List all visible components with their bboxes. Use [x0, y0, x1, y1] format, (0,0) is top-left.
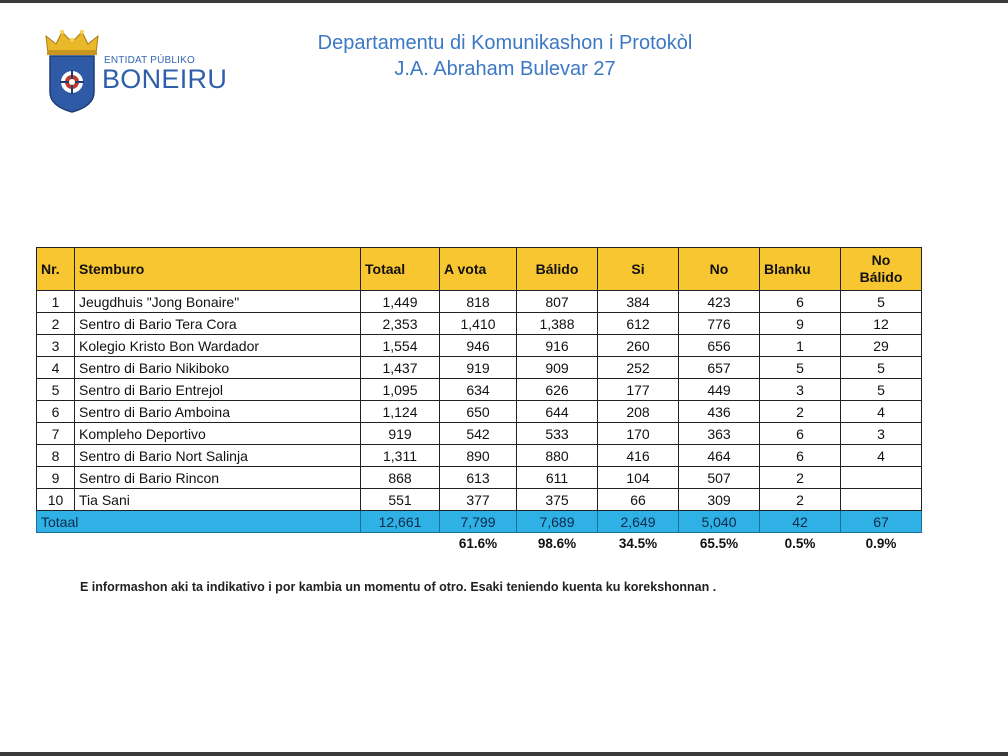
cell-no-balido — [841, 489, 922, 511]
header-row — [37, 248, 922, 291]
cell-no: 657 — [679, 357, 760, 379]
cell-totaal: 551 — [361, 489, 440, 511]
cell-blanku: 5 — [760, 357, 841, 379]
table-row — [37, 291, 922, 313]
cell-blanku: 2 — [760, 489, 841, 511]
total-no-balido: 67 — [841, 511, 922, 533]
pct-no: 65.5% — [699, 536, 739, 551]
crown-icon — [44, 28, 100, 56]
cell-no: 436 — [679, 401, 760, 423]
cell-balido: 909 — [517, 357, 598, 379]
boneiru-logo — [40, 26, 240, 118]
cell-nr: 6 — [37, 401, 75, 423]
cell-blanku: 6 — [760, 291, 841, 313]
cell-a-vota: 818 — [440, 291, 517, 313]
cell-nr: 7 — [37, 423, 75, 445]
disclaimer-note: E informashon aki ta indikativo i por kambia un momentu of otro. Esaki teniendo kuenta ku korekshonnan . — [80, 580, 717, 594]
col-no-balido — [841, 248, 922, 291]
col-totaal: Totaal — [361, 248, 440, 291]
cell-totaal: 1,124 — [361, 401, 440, 423]
table-row — [37, 335, 922, 357]
total-totaal: 12,661 — [361, 511, 440, 533]
cell-si: 612 — [598, 313, 679, 335]
cell-no-balido: 5 — [841, 379, 922, 401]
cell-nr: 1 — [37, 291, 75, 313]
cell-no-balido: 3 — [841, 423, 922, 445]
boneiru-wordmark: BONEIRU — [102, 64, 228, 94]
department-title: Departamentu di Komunikashon i Protokòl — [317, 32, 693, 54]
cell-balido: 626 — [517, 379, 598, 401]
coat-of-arms-icon — [48, 54, 96, 114]
col-no: No — [679, 248, 760, 291]
cell-si: 208 — [598, 401, 679, 423]
cell-balido: 807 — [517, 291, 598, 313]
top-border — [0, 0, 1008, 3]
cell-no: 464 — [679, 445, 760, 467]
cell-balido: 611 — [517, 467, 598, 489]
cell-nr: 9 — [37, 467, 75, 489]
cell-no-balido: 12 — [841, 313, 922, 335]
cell-si: 416 — [598, 445, 679, 467]
col-balido: Bálido — [517, 248, 598, 291]
cell-stemburo: Kompleho Deportivo — [75, 423, 361, 445]
cell-stemburo: Sentro di Bario Entrejol — [75, 379, 361, 401]
cell-no-balido: 4 — [841, 401, 922, 423]
cell-no-balido: 29 — [841, 335, 922, 357]
cell-stemburo: Sentro di Bario Nikiboko — [75, 357, 361, 379]
cell-a-vota: 919 — [440, 357, 517, 379]
cell-totaal: 1,437 — [361, 357, 440, 379]
cell-a-vota: 946 — [440, 335, 517, 357]
cell-nr: 2 — [37, 313, 75, 335]
cell-no-balido: 5 — [841, 357, 922, 379]
col-stemburo: Stemburo — [75, 248, 361, 291]
percentage-row — [37, 533, 922, 556]
cell-si: 260 — [598, 335, 679, 357]
cell-stemburo: Sentro di Bario Amboina — [75, 401, 361, 423]
cell-si: 252 — [598, 357, 679, 379]
table-row — [37, 357, 922, 379]
cell-balido: 1,388 — [517, 313, 598, 335]
cell-si: 384 — [598, 291, 679, 313]
cell-si: 170 — [598, 423, 679, 445]
table-row — [37, 489, 922, 511]
cell-no: 363 — [679, 423, 760, 445]
cell-a-vota: 613 — [440, 467, 517, 489]
table-row — [37, 445, 922, 467]
cell-no-balido: 5 — [841, 291, 922, 313]
table-row — [37, 379, 922, 401]
cell-blanku: 3 — [760, 379, 841, 401]
total-balido: 7,689 — [517, 511, 598, 533]
cell-totaal: 1,554 — [361, 335, 440, 357]
cell-nr: 8 — [37, 445, 75, 467]
cell-balido: 375 — [517, 489, 598, 511]
cell-blanku: 2 — [760, 401, 841, 423]
pct-spacer — [37, 533, 440, 556]
pct-no-balido: 0.9% — [865, 536, 897, 551]
cell-stemburo: Sentro di Bario Rincon — [75, 467, 361, 489]
cell-balido: 533 — [517, 423, 598, 445]
cell-stemburo: Sentro di Bario Tera Cora — [75, 313, 361, 335]
cell-si: 177 — [598, 379, 679, 401]
cell-blanku: 9 — [760, 313, 841, 335]
cell-no-balido — [841, 467, 922, 489]
cell-nr: 10 — [37, 489, 75, 511]
address-line: J.A. Abraham Bulevar 27 — [394, 58, 616, 80]
cell-blanku: 6 — [760, 423, 841, 445]
cell-totaal: 1,095 — [361, 379, 440, 401]
cell-si: 66 — [598, 489, 679, 511]
cell-no-balido: 4 — [841, 445, 922, 467]
total-blanku: 42 — [760, 511, 841, 533]
cell-totaal: 1,311 — [361, 445, 440, 467]
pct-balido: 98.6% — [537, 536, 577, 551]
cell-stemburo: Jeugdhuis "Jong Bonaire" — [75, 291, 361, 313]
cell-a-vota: 634 — [440, 379, 517, 401]
col-a-vota: A vota — [440, 248, 517, 291]
cell-balido: 916 — [517, 335, 598, 357]
total-no: 5,040 — [679, 511, 760, 533]
table-row — [37, 467, 922, 489]
pct-blanku: 0.5% — [784, 536, 816, 551]
total-a-vota: 7,799 — [440, 511, 517, 533]
cell-a-vota: 1,410 — [440, 313, 517, 335]
cell-totaal: 1,449 — [361, 291, 440, 313]
cell-a-vota: 377 — [440, 489, 517, 511]
cell-totaal: 919 — [361, 423, 440, 445]
pct-si: 34.5% — [618, 536, 658, 551]
col-no-balido-line2: Bálido — [859, 269, 903, 285]
cell-blanku: 2 — [760, 467, 841, 489]
table-row — [37, 423, 922, 445]
cell-nr: 5 — [37, 379, 75, 401]
cell-si: 104 — [598, 467, 679, 489]
table-row — [37, 401, 922, 423]
cell-blanku: 6 — [760, 445, 841, 467]
cell-nr: 4 — [37, 357, 75, 379]
col-no-balido-line1: No — [871, 252, 891, 268]
cell-no: 507 — [679, 467, 760, 489]
cell-balido: 880 — [517, 445, 598, 467]
cell-stemburo: Tia Sani — [75, 489, 361, 511]
cell-no: 656 — [679, 335, 760, 357]
cell-a-vota: 650 — [440, 401, 517, 423]
total-label: Totaal — [37, 511, 361, 533]
cell-no: 309 — [679, 489, 760, 511]
cell-no: 776 — [679, 313, 760, 335]
cell-a-vota: 542 — [440, 423, 517, 445]
total-row — [37, 511, 922, 533]
cell-totaal: 2,353 — [361, 313, 440, 335]
bottom-border — [0, 752, 1008, 756]
cell-no: 449 — [679, 379, 760, 401]
cell-stemburo: Sentro di Bario Nort Salinja — [75, 445, 361, 467]
total-si: 2,649 — [598, 511, 679, 533]
cell-totaal: 868 — [361, 467, 440, 489]
cell-nr: 3 — [37, 335, 75, 357]
page-header — [250, 30, 760, 82]
results-table — [36, 247, 922, 555]
pct-a-vota: 61.6% — [458, 536, 498, 551]
cell-balido: 644 — [517, 401, 598, 423]
entity-label: ENTIDAT PÚBLIKO — [104, 55, 195, 66]
cell-blanku: 1 — [760, 335, 841, 357]
col-si: Si — [598, 248, 679, 291]
table-row — [37, 313, 922, 335]
col-blanku: Blanku — [760, 248, 841, 291]
cell-a-vota: 890 — [440, 445, 517, 467]
col-nr: Nr. — [37, 248, 75, 291]
cell-stemburo: Kolegio Kristo Bon Wardador — [75, 335, 361, 357]
cell-no: 423 — [679, 291, 760, 313]
